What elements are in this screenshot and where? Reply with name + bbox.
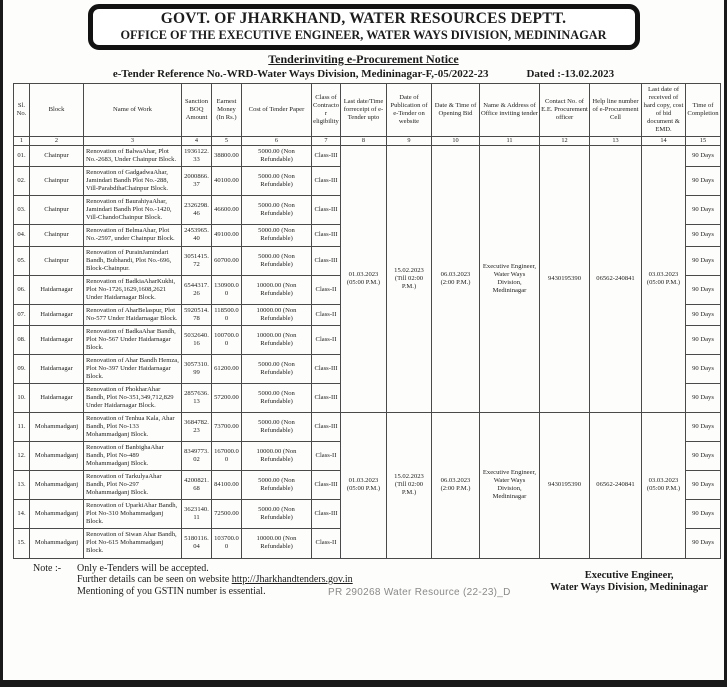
office-title: OFFICE OF THE EXECUTIVE ENGINEER, WATER WAYS DIVISION, MEDININAGAR	[120, 28, 607, 42]
note-label: Note :-	[33, 562, 62, 574]
boq-amount-cell: 3623140.11	[182, 500, 212, 529]
tender-paper-cost-cell	[242, 225, 312, 246]
column-number: 13	[590, 137, 642, 146]
column-number: 2	[30, 137, 84, 146]
tender-paper-cost-text: 5000.00 (Non Refundable)	[258, 148, 295, 164]
sl-no-cell: 05.	[14, 246, 30, 275]
block-cell: Haidarnagar	[30, 354, 84, 383]
work-name-cell: Renovation of UparkiAhar Bandh, Plot No-310 Mohammadganj Block.	[84, 500, 182, 529]
completion-time-cell: 90 Days	[686, 325, 721, 354]
block-cell: Mohammadganj	[30, 413, 84, 442]
receipt-last-date-cell: 01.03.2023 (05:00 P.M.)	[341, 413, 387, 558]
sl-no-cell: 02.	[14, 167, 30, 196]
tender-paper-cost-text: 10000.00 (Non Refundable)	[256, 331, 297, 347]
reference-line	[3, 68, 724, 80]
sl-no-cell: 04.	[14, 225, 30, 246]
sl-no-cell: 10.	[14, 383, 30, 412]
tender-paper-cost-cell	[242, 304, 312, 325]
header-receipt-last-date: Last date/Time forreceipt of e-Tender upto	[341, 84, 387, 137]
header-inviting-office: Name & Address of Office inviting tender	[480, 84, 540, 137]
contractor-class-cell: Class-III	[312, 146, 341, 167]
receipt-last-date-cell: 01.03.2023 (05:00 P.M.)	[341, 146, 387, 413]
earnest-money-cell: 130900.00	[212, 275, 242, 304]
contractor-class-cell: Class-II	[312, 275, 341, 304]
column-number: 6	[242, 137, 312, 146]
signature-block	[550, 570, 708, 594]
hardcopy-last-date-cell: 03.03.2023 (05:00 P.M.)	[642, 146, 686, 413]
contact-number-cell: 9430195390	[540, 413, 590, 558]
column-number: 4	[182, 137, 212, 146]
header-helpline-number: Help line number of e-Procurement Cell	[590, 84, 642, 137]
notes-section	[3, 563, 724, 607]
work-name-cell: Renovation of TarkulyaAhar Bandh, Plot No-297 Mohammadganj Block.	[84, 471, 182, 500]
tender-paper-cost-cell	[242, 246, 312, 275]
sl-no-cell: 12.	[14, 442, 30, 471]
table-header	[14, 84, 721, 146]
completion-time-cell: 90 Days	[686, 167, 721, 196]
completion-time-cell: 90 Days	[686, 304, 721, 325]
tender-paper-cost-text: 5000.00 (Non Refundable)	[258, 173, 295, 189]
block-cell: Chainpur	[30, 225, 84, 246]
block-cell: Mohammadganj	[30, 529, 84, 558]
boq-amount-cell: 5920514.78	[182, 304, 212, 325]
boq-amount-cell: 4200821.68	[182, 471, 212, 500]
contractor-class-cell: Class-III	[312, 471, 341, 500]
header-tender-paper-cost: Cost of Tender Paper	[242, 84, 312, 137]
work-name-cell: Renovation of GadgadwaAhar, Jamindari Bandh Plot No.-288, Vill-ParabdihaChainpur Block.	[84, 167, 182, 196]
hardcopy-last-date-cell: 03.03.2023 (05:00 P.M.)	[642, 413, 686, 558]
boq-amount-cell: 3051415.72	[182, 246, 212, 275]
completion-time-cell: 90 Days	[686, 146, 721, 167]
contractor-class-cell: Class-III	[312, 500, 341, 529]
work-name-cell: Renovation of BadkiaAharKukhi, Plot No-1726,1629,1608,2621 Under Haidarnagar Block.	[84, 275, 182, 304]
column-number: 5	[212, 137, 242, 146]
block-cell: Haidarnagar	[30, 383, 84, 412]
signature-line-2: Water Ways Division, Medininagar	[550, 581, 708, 593]
completion-time-cell: 90 Days	[686, 413, 721, 442]
boq-amount-cell: 2453965.40	[182, 225, 212, 246]
work-name-cell: Renovation of BaurahiyaAhar, Jamindari Bandh Plot No.-1420, Vill-ChandoChainpur Block.	[84, 196, 182, 225]
note-text-2: Further details can be seen on website	[77, 574, 232, 585]
sl-no-cell: 08.	[14, 325, 30, 354]
sl-no-cell: 09.	[14, 354, 30, 383]
earnest-money-cell: 118500.00	[212, 304, 242, 325]
earnest-money-cell: 103700.00	[212, 529, 242, 558]
tender-paper-cost-cell	[242, 167, 312, 196]
boq-amount-cell: 8349773.02	[182, 442, 212, 471]
completion-time-cell: 90 Days	[686, 354, 721, 383]
department-title: GOVT. OF JHARKHAND, WATER RESOURCES DEPTT.	[160, 10, 567, 27]
tender-paper-cost-text: 5000.00 (Non Refundable)	[258, 202, 295, 218]
boq-amount-cell: 2000866.37	[182, 167, 212, 196]
contractor-class-cell: Class-III	[312, 246, 341, 275]
earnest-money-cell: 84100.00	[212, 471, 242, 500]
sl-no-cell: 03.	[14, 196, 30, 225]
tender-paper-cost-cell	[242, 383, 312, 412]
sl-no-cell: 11.	[14, 413, 30, 442]
opening-date-cell: 06.03.2023 (2:00 P.M.)	[432, 146, 480, 413]
table-row	[14, 146, 721, 167]
block-cell: Mohammadganj	[30, 442, 84, 471]
tender-paper-cost-cell	[242, 275, 312, 304]
sl-no-cell: 01.	[14, 146, 30, 167]
inviting-office-cell: Executive Engineer, Water Ways Division, Medininagar	[480, 146, 540, 413]
tender-paper-cost-text: 5000.00 (Non Refundable)	[258, 419, 295, 435]
notice-title: Tenderinviting e-Procurement Notice	[268, 52, 459, 66]
block-cell: Chainpur	[30, 196, 84, 225]
completion-time-cell: 90 Days	[686, 196, 721, 225]
tender-paper-cost-text: 5000.00 (Non Refundable)	[258, 252, 295, 268]
contractor-class-cell: Class-III	[312, 196, 341, 225]
earnest-money-cell: 49100.00	[212, 225, 242, 246]
tender-paper-cost-text: 5000.00 (Non Refundable)	[258, 227, 295, 243]
column-number: 7	[312, 137, 341, 146]
header-hardcopy-last-date: Last date of received of hard copy, cost of bid document & EMD.	[642, 84, 686, 137]
header-row	[14, 84, 721, 137]
sl-no-cell: 14.	[14, 500, 30, 529]
publication-date-cell: 15.02.2023 (Till 02:00 P.M.)	[387, 146, 432, 413]
boq-amount-cell: 5180116.04	[182, 529, 212, 558]
header-banner	[88, 4, 640, 50]
completion-time-cell: 90 Days	[686, 529, 721, 558]
table-row	[14, 413, 721, 442]
contractor-class-cell: Class-III	[312, 354, 341, 383]
tender-paper-cost-text: 5000.00 (Non Refundable)	[258, 506, 295, 522]
earnest-money-cell: 100700.00	[212, 325, 242, 354]
tender-paper-cost-text: 10000.00 (Non Refundable)	[256, 281, 297, 297]
contractor-class-cell: Class-II	[312, 304, 341, 325]
tenders-website-link[interactable]: http://Jharkhandtenders.gov.in	[231, 574, 353, 585]
completion-time-cell: 90 Days	[686, 383, 721, 412]
tender-paper-cost-cell	[242, 146, 312, 167]
boq-amount-cell: 3684782.23	[182, 413, 212, 442]
tender-paper-cost-cell	[242, 442, 312, 471]
tender-paper-cost-text: 5000.00 (Non Refundable)	[258, 360, 295, 376]
block-cell: Chainpur	[30, 167, 84, 196]
block-cell: Haidarnagar	[30, 304, 84, 325]
table-body	[14, 146, 721, 558]
contractor-class-cell: Class-II	[312, 529, 341, 558]
contractor-class-cell: Class-II	[312, 325, 341, 354]
helpline-number-cell: 06562-240841	[590, 146, 642, 413]
block-cell: Chainpur	[30, 146, 84, 167]
block-cell: Haidarnagar	[30, 325, 84, 354]
tender-paper-cost-text: 10000.00 (Non Refundable)	[256, 306, 297, 322]
header-earnest-money: Earnest Money (In Rs.)	[212, 84, 242, 137]
work-name-cell: Renovation of Tenhua Kala, Ahar Bandh, Plot No-133 Mohammadganj Block.	[84, 413, 182, 442]
column-number: 8	[341, 137, 387, 146]
boq-amount-cell: 5032640.16	[182, 325, 212, 354]
column-number: 10	[432, 137, 480, 146]
tender-paper-cost-text: 10000.00 (Non Refundable)	[256, 448, 297, 464]
note-text-1: Only e-Tenders will be accepted.	[77, 562, 209, 574]
block-cell: Mohammadganj	[30, 471, 84, 500]
work-name-cell: Renovation of PhokharAhar Bandh, Plot No-351,349,712,829 Under Haidarnagar Block.	[84, 383, 182, 412]
completion-time-cell: 90 Days	[686, 225, 721, 246]
column-number-row	[14, 137, 721, 146]
tender-paper-cost-cell	[242, 500, 312, 529]
contractor-class-cell: Class-III	[312, 225, 341, 246]
earnest-money-cell: 60700.00	[212, 246, 242, 275]
tender-paper-cost-cell	[242, 354, 312, 383]
boq-amount-cell: 2857636.13	[182, 383, 212, 412]
tender-date: Dated :-13.02.2023	[526, 68, 615, 80]
header-publication-date: Date of Publication of e-Tender on website	[387, 84, 432, 137]
contractor-class-cell: Class-III	[312, 383, 341, 412]
header-work-name: Name of Work	[84, 84, 182, 137]
contractor-class-cell: Class-II	[312, 442, 341, 471]
tender-paper-cost-text: 10000.00 (Non Refundable)	[256, 535, 297, 551]
completion-time-cell: 90 Days	[686, 442, 721, 471]
work-name-cell: Renovation of PurainJamindari Bandh, Bubhandi, Plot No.-696, Block-Chainpur.	[84, 246, 182, 275]
sl-no-cell: 06.	[14, 275, 30, 304]
sl-no-cell: 15.	[14, 529, 30, 558]
column-number: 12	[540, 137, 590, 146]
contractor-class-cell: Class-III	[312, 413, 341, 442]
inviting-office-cell: Executive Engineer, Water Ways Division, Medininagar	[480, 413, 540, 558]
contractor-class-cell: Class-III	[312, 167, 341, 196]
header-boq-amount: Sanction BOQ Amount	[182, 84, 212, 137]
boq-amount-cell: 1936122.33	[182, 146, 212, 167]
header-contractor-class: Class of Contractor eligibility	[312, 84, 341, 137]
note-text-3: Mentioning of you GSTIN number is essential.	[77, 585, 266, 597]
boq-amount-cell: 6544317.26	[182, 275, 212, 304]
boq-amount-cell: 2326298.46	[182, 196, 212, 225]
opening-date-cell: 06.03.2023 (2:00 P.M.)	[432, 413, 480, 558]
column-number: 14	[642, 137, 686, 146]
column-number: 1	[14, 137, 30, 146]
pr-reference: PR 290268 Water Resource (22-23)_D	[328, 586, 511, 598]
work-name-cell: Renovation of AharBelaspur, Plot No-577 Under Haidarnagar Block.	[84, 304, 182, 325]
tender-paper-cost-cell	[242, 529, 312, 558]
sl-no-cell: 13.	[14, 471, 30, 500]
earnest-money-cell: 61200.00	[212, 354, 242, 383]
tender-paper-cost-text: 5000.00 (Non Refundable)	[258, 389, 295, 405]
earnest-money-cell: 72500.00	[212, 500, 242, 529]
tender-paper-cost-cell	[242, 196, 312, 225]
earnest-money-cell: 57200.00	[212, 383, 242, 412]
tender-reference: e-Tender Reference No.-WRD-Water Ways Division, Medininagar-F,-05/2022-23	[112, 68, 489, 80]
helpline-number-cell: 06562-240841	[590, 413, 642, 558]
work-name-cell: Renovation of BadkaAhar Bandh, Plot No-567 Under Haidarnagar Block.	[84, 325, 182, 354]
earnest-money-cell: 38800.00	[212, 146, 242, 167]
work-name-cell: Renovation of BalwaAhar, Plot No.-2683, Under Chainpur Block.	[84, 146, 182, 167]
tender-paper-cost-cell	[242, 413, 312, 442]
tender-table	[13, 83, 721, 559]
boq-amount-cell: 3057310.99	[182, 354, 212, 383]
completion-time-cell: 90 Days	[686, 275, 721, 304]
sl-no-cell: 07.	[14, 304, 30, 325]
column-number: 9	[387, 137, 432, 146]
earnest-money-cell: 40100.00	[212, 167, 242, 196]
publication-date-cell: 15.02.2023 (Till 02:00 P.M.)	[387, 413, 432, 558]
tender-paper-cost-text: 5000.00 (Non Refundable)	[258, 477, 295, 493]
column-number: 11	[480, 137, 540, 146]
tender-paper-cost-cell	[242, 471, 312, 500]
completion-time-cell: 90 Days	[686, 471, 721, 500]
work-name-cell: Renovation of BanbighaAhar Bandh, Plot No-489 Mohammadganj Block.	[84, 442, 182, 471]
block-cell: Mohammadganj	[30, 500, 84, 529]
tender-paper-cost-cell	[242, 325, 312, 354]
earnest-money-cell: 167000.00	[212, 442, 242, 471]
completion-time-cell: 90 Days	[686, 246, 721, 275]
header-sl-no: Sl. No.	[14, 84, 30, 137]
work-name-cell: Renovation of BelmaAhar, Plot No.-2597, under Chainpur Block.	[84, 225, 182, 246]
header-opening-date: Date & Time of Opening Bid	[432, 84, 480, 137]
signature-line-1: Executive Engineer,	[584, 569, 674, 581]
completion-time-cell: 90 Days	[686, 500, 721, 529]
earnest-money-cell: 73700.00	[212, 413, 242, 442]
header-block: Block	[30, 84, 84, 137]
earnest-money-cell: 46600.00	[212, 196, 242, 225]
column-number: 15	[686, 137, 721, 146]
work-name-cell: Renovation of Ahar Bandh Hemza, Plot No-397 Under Haidarnagar Block.	[84, 354, 182, 383]
header-contact-number: Contact No. of E.E. Procurement officer	[540, 84, 590, 137]
work-name-cell: Renovation of Siwan Ahar Bandh, Plot No-615 Mohammadganj Block.	[84, 529, 182, 558]
block-cell: Chainpur	[30, 246, 84, 275]
column-number: 3	[84, 137, 182, 146]
block-cell: Haidarnagar	[30, 275, 84, 304]
contact-number-cell: 9430195390	[540, 146, 590, 413]
header-completion-time: Time of Completion	[686, 84, 721, 137]
